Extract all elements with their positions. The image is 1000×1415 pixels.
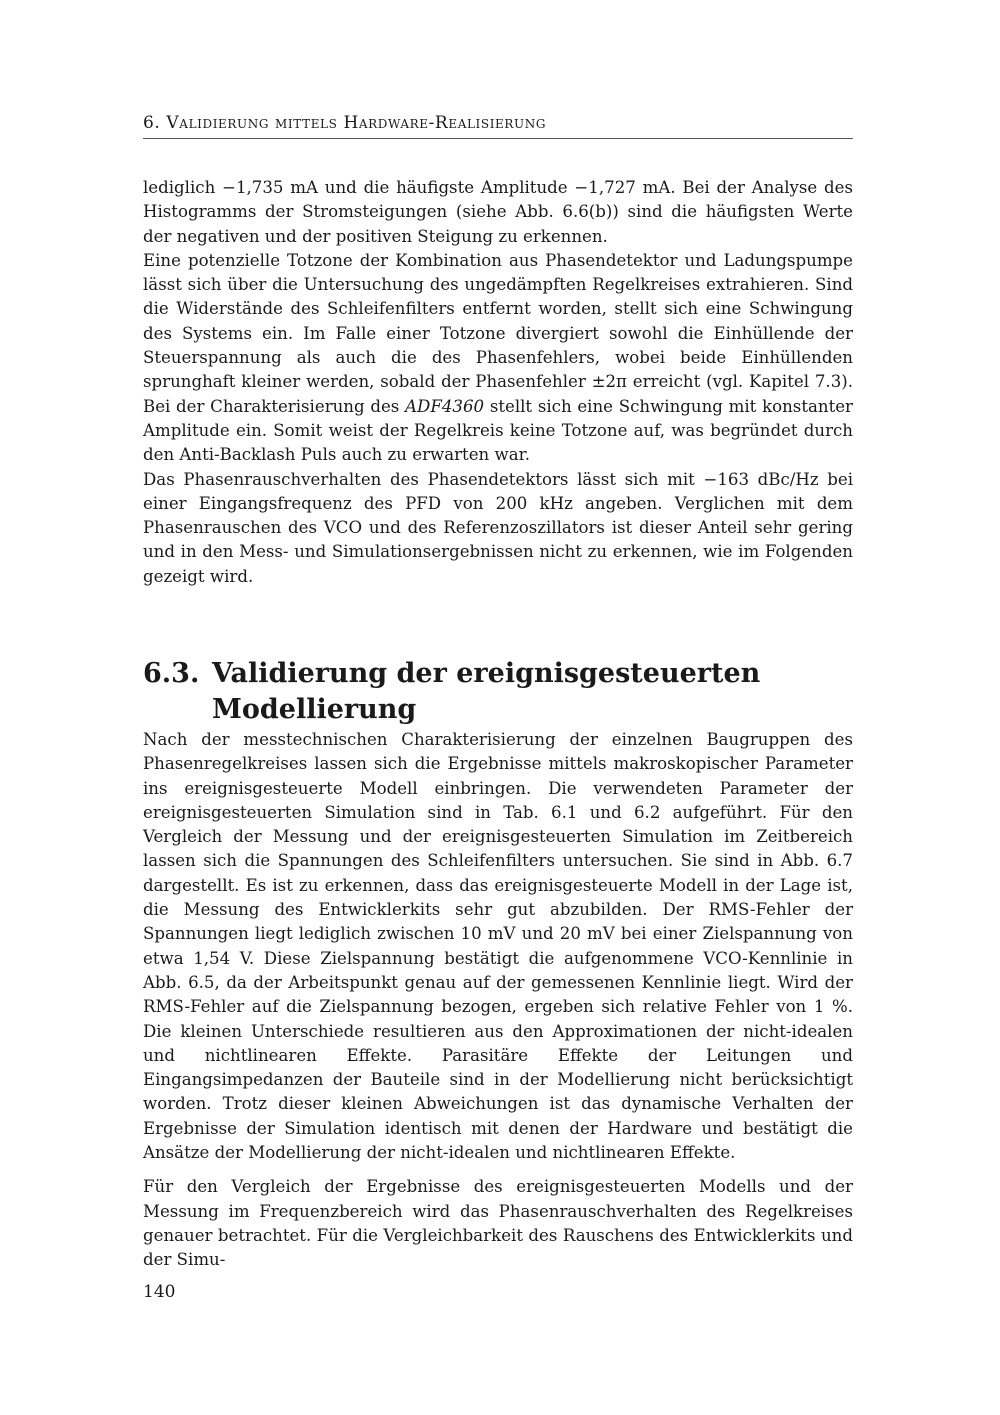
totzone-text-end: stellt sich eine Schwingung mit konstanter Amplitude ein. Somit weist der Regelkreis keine Totzone auf, was begründet durch den Anti-Backlash Puls auch zu erwarten war. [143, 396, 853, 465]
page-number: 140 [143, 1282, 176, 1302]
running-header [143, 112, 853, 139]
totzone-text: Eine potenzielle Totzone der Kombination aus Phasendetektor und Ladungspumpe lässt sich über die Untersuchung des ungedämpften Regelkreises extrahieren. Sind die Widerstände des Schleifenfilters entfernt worden, stellt sich eine Schwingung des Systems ein. Im Falle einer Totzone divergiert sowohl die Einhüllende der Steuerspannung als auch die des Phasenfehlers, wobei beide Einhüllenden sprunghaft kleiner werden, sobald der Phasenfehler ±2π erreicht (vgl. Kapitel 7.3). Bei der Charakterisierung des [143, 250, 853, 416]
section-title: Validierung der ereignisgesteuerten Modellierung [212, 658, 761, 726]
paragraph-validation: Nach der messtechnischen Charakterisierung der einzelnen Baugruppen des Phasenregelkreises lassen sich die Ergebnisse mittels makroskopischer Parameter ins ereignisgesteuerte Modell einbringen. Die verwendeten Parameter der ereignisgesteuerten Simulation sind in Tab. 6.1 und 6.2 aufgeführt. Für den Vergleich der Messung und der ereignisgesteuerten Simulation im Zeitbereich lassen sich die Spannungen des Schleifenfilters untersuchen. Sie sind in Abb. 6.7 dargestellt. Es ist zu erkennen, dass das ereignisgesteuerte Modell in der Lage ist, die Messung des Entwicklerkits sehr gut abzubilden. Der RMS-Fehler der Spannungen liegt lediglich zwischen 10 mV und 20 mV bei einer Zielspannung von etwa 1,54 V. Diese Zielspannung bestätigt die aufgenommene VCO-Kennlinie in Abb. 6.5, da der Arbeitspunkt genau auf der gemessenen Kennlinie liegt. Wird der RMS-Fehler auf die Zielspannung bezogen, ergeben sich relative Fehler von 1 %. Die kleinen Unterschiede resultieren aus den Approximationen der nicht-idealen und nichtlinearen Effekte. Parasitäre Effekte der Leitungen und Eingangsimpedanzen der Bauteile sind in der Modellierung nicht berücksichtigt worden. Trotz dieser kleinen Abweichungen ist das dynamische Verhalten der Ergebnisse der Simulation identisch mit denen der Hardware und bestätigt die Ansätze der Modellierung der nicht-idealen und nichtlinearen Effekte. [143, 730, 853, 1163]
chip-name: ADF4360 [405, 396, 485, 416]
paragraph-frequency: Für den Vergleich der Ergebnisse des ereignisgesteuerten Modells und der Messung im Frequenzbereich wird das Phasenrauschverhalten des Regelkreises genauer betrachtet. Für die Vergleichbarkeit des Rauschens des Entwicklerkits und der Simu- [143, 1177, 853, 1270]
body-text-top [143, 176, 853, 589]
paragraph-amplitude: lediglich −1,735 mA und die häufigste Amplitude −1,727 mA. Bei der Analyse des Histogramms der Stromsteigungen (siehe Abb. 6.6(b)) sind die häufigsten Werte der negativen und der positiven Steigung zu erkennen. [143, 178, 853, 246]
section-number: 6.3. [143, 658, 200, 690]
section-heading [143, 656, 853, 728]
running-title: 6. Validierung mittels Hardware-Realisierung [143, 113, 547, 133]
paragraph-totzone [143, 249, 853, 468]
body-text-section [143, 728, 853, 1273]
paragraph-phase-noise: Das Phasenrauschverhalten des Phasendetektors lässt sich mit −163 dBc/Hz bei einer Eingangsfrequenz des PFD von 200 kHz angeben. Verglichen mit dem Phasenrauschen des VCO und des Referenzoszillators ist dieser Anteil sehr gering und in den Mess- und Simulationsergebnissen nicht zu erkennen, wie im Folgenden gezeigt wird. [143, 469, 853, 586]
